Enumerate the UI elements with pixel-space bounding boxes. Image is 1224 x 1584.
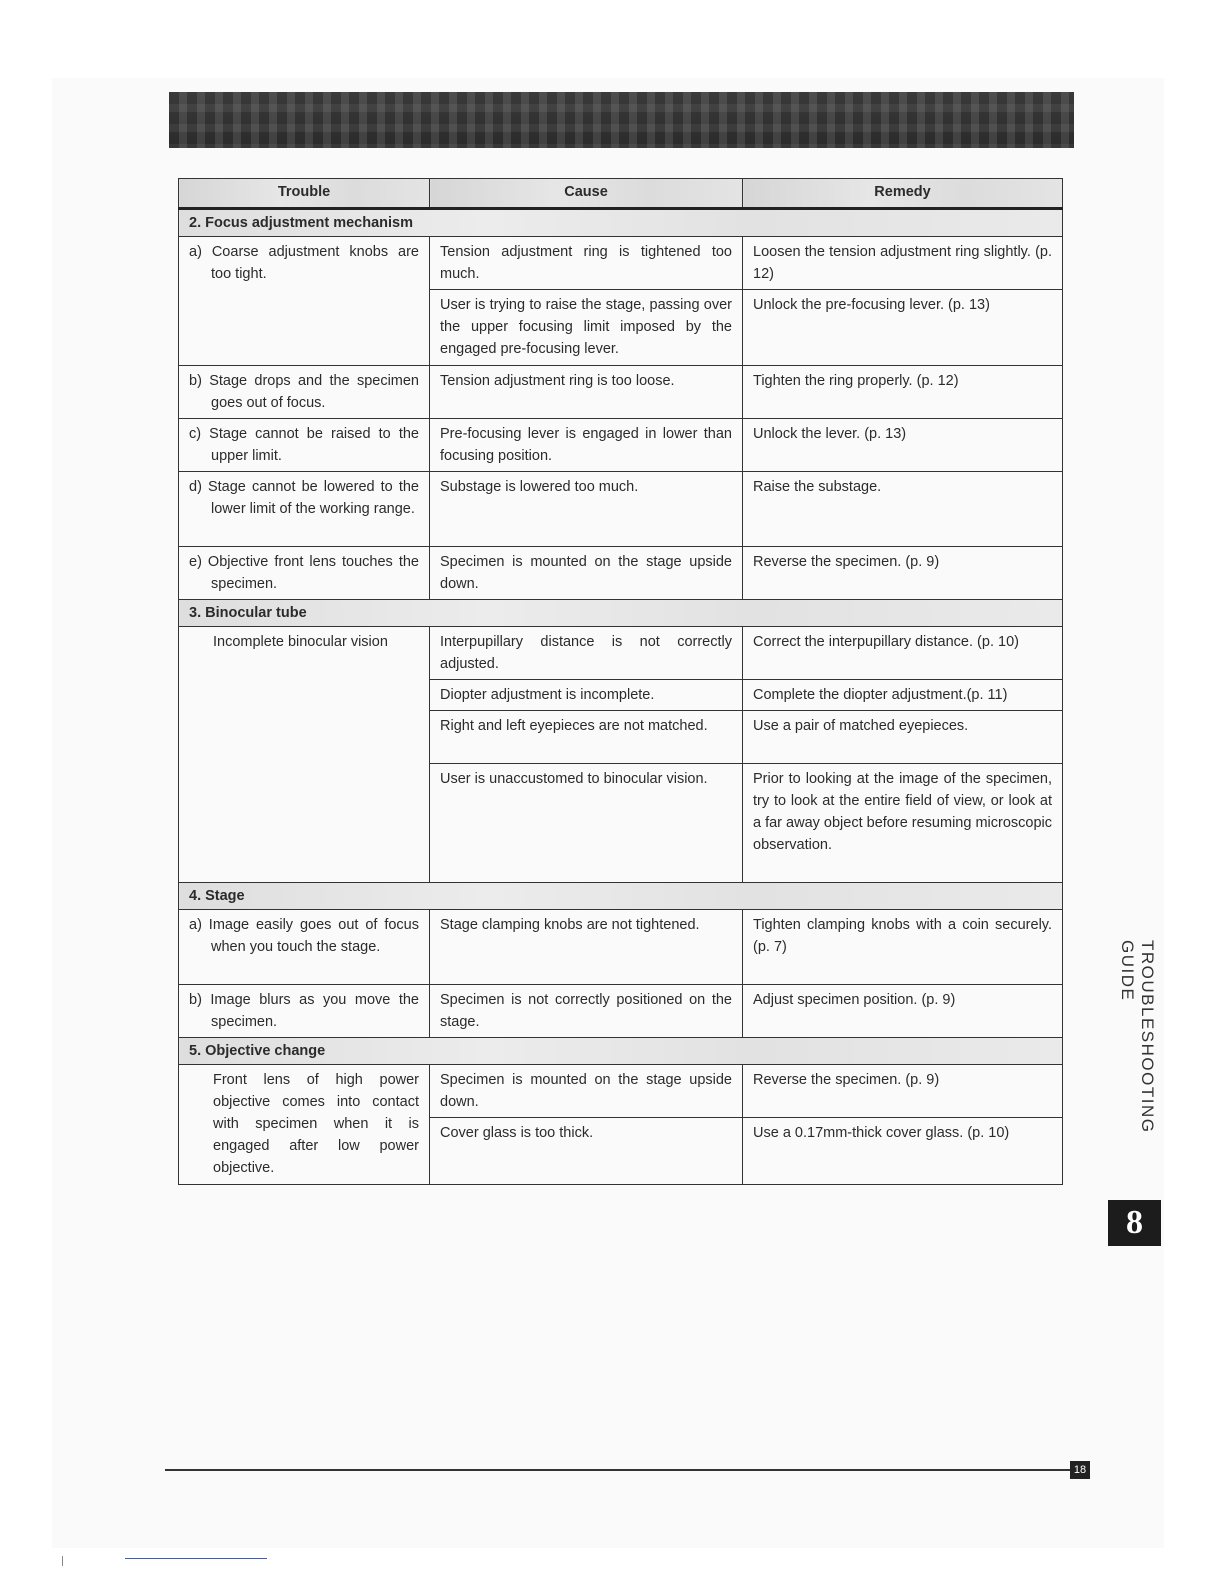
remedy-cell: Loosen the tension adjustment ring slightly. (p. 12)	[743, 237, 1063, 290]
trouble-cell: Incomplete binocular vision	[213, 634, 388, 650]
table-row	[179, 985, 1063, 1038]
bottom-blue-rule	[125, 1558, 267, 1559]
cause-cell: Cover glass is too thick.	[430, 1118, 743, 1185]
section-row	[179, 600, 1063, 627]
cause-cell: Right and left eyepieces are not matched.	[430, 711, 743, 764]
table-row	[179, 472, 1063, 547]
cause-cell: User is trying to raise the stage, passing over the upper focusing limit imposed by the engaged pre-focusing lever.	[430, 290, 743, 366]
table-row	[179, 910, 1063, 985]
trouble-cell: d) Stage cannot be lowered to the lower limit of the working range.	[189, 479, 419, 517]
table-row	[179, 237, 1063, 290]
remedy-cell: Use a pair of matched eyepieces.	[743, 711, 1063, 764]
table-header-row	[179, 179, 1063, 209]
section-title: 3. Binocular tube	[179, 600, 1063, 627]
section-title: 4. Stage	[179, 883, 1063, 910]
trouble-cell: a) Image easily goes out of focus when you touch the stage.	[189, 917, 419, 955]
page-number: 18	[1070, 1461, 1090, 1479]
chapter-number-tab: 8	[1108, 1200, 1161, 1246]
remedy-cell: Adjust specimen position. (p. 9)	[743, 985, 1063, 1038]
section-row	[179, 1038, 1063, 1065]
header-remedy: Remedy	[743, 179, 1063, 209]
table-row	[179, 627, 1063, 680]
remedy-cell: Reverse the specimen. (p. 9)	[743, 1065, 1063, 1118]
header-cause: Cause	[430, 179, 743, 209]
remedy-cell: Unlock the lever. (p. 13)	[743, 419, 1063, 472]
trouble-cell: b) Image blurs as you move the specimen.	[189, 992, 419, 1030]
remedy-cell: Raise the substage.	[743, 472, 1063, 547]
table-row	[179, 419, 1063, 472]
table-row	[179, 1065, 1063, 1118]
remedy-cell: Tighten the ring properly. (p. 12)	[743, 366, 1063, 419]
remedy-cell: Correct the interpupillary distance. (p. 10)	[743, 627, 1063, 680]
cause-cell: Diopter adjustment is incomplete.	[430, 680, 743, 711]
margin-mark	[62, 1556, 63, 1566]
remedy-cell: Prior to looking at the image of the specimen, try to look at the entire field of view, or look at a far away object before resuming microscopic observation.	[743, 764, 1063, 883]
cause-cell: Substage is lowered too much.	[430, 472, 743, 547]
trouble-cell: e) Objective front lens touches the specimen.	[189, 554, 419, 592]
trouble-cell: Front lens of high power objective comes into contact with specimen when it is engaged after low power objective.	[213, 1072, 419, 1176]
header-trouble: Trouble	[179, 179, 430, 209]
cause-cell: Specimen is mounted on the stage upside down.	[430, 547, 743, 600]
cause-cell: Interpupillary distance is not correctly adjusted.	[430, 627, 743, 680]
remedy-cell: Use a 0.17mm-thick cover glass. (p. 10)	[743, 1118, 1063, 1185]
section-title: 2. Focus adjustment mechanism	[179, 209, 1063, 237]
section-row	[179, 883, 1063, 910]
cause-cell: Pre-focusing lever is engaged in lower than focusing position.	[430, 419, 743, 472]
remedy-cell: Complete the diopter adjustment.(p. 11)	[743, 680, 1063, 711]
remedy-cell: Unlock the pre-focusing lever. (p. 13)	[743, 290, 1063, 366]
trouble-cell: a) Coarse adjustment knobs are too tight.	[189, 244, 419, 282]
remedy-cell: Tighten clamping knobs with a coin securely. (p. 7)	[743, 910, 1063, 985]
cause-cell: Tension adjustment ring is tightened too much.	[430, 237, 743, 290]
table-row	[179, 547, 1063, 600]
cause-cell: Stage clamping knobs are not tightened.	[430, 910, 743, 985]
trouble-cell: c) Stage cannot be raised to the upper limit.	[189, 426, 419, 464]
footer-rule	[165, 1469, 1070, 1471]
header-banner	[169, 92, 1074, 148]
remedy-cell: Reverse the specimen. (p. 9)	[743, 547, 1063, 600]
section-title: 5. Objective change	[179, 1038, 1063, 1065]
cause-cell: User is unaccustomed to binocular vision.	[430, 764, 743, 883]
cause-cell: Tension adjustment ring is too loose.	[430, 366, 743, 419]
trouble-cell: b) Stage drops and the specimen goes out of focus.	[189, 373, 419, 411]
side-section-label: TROUBLESHOOTING GUIDE	[1118, 940, 1157, 1134]
cause-cell: Specimen is not correctly positioned on the stage.	[430, 985, 743, 1038]
section-row	[179, 209, 1063, 237]
troubleshooting-table	[178, 178, 1063, 1185]
cause-cell: Specimen is mounted on the stage upside down.	[430, 1065, 743, 1118]
table-row	[179, 366, 1063, 419]
